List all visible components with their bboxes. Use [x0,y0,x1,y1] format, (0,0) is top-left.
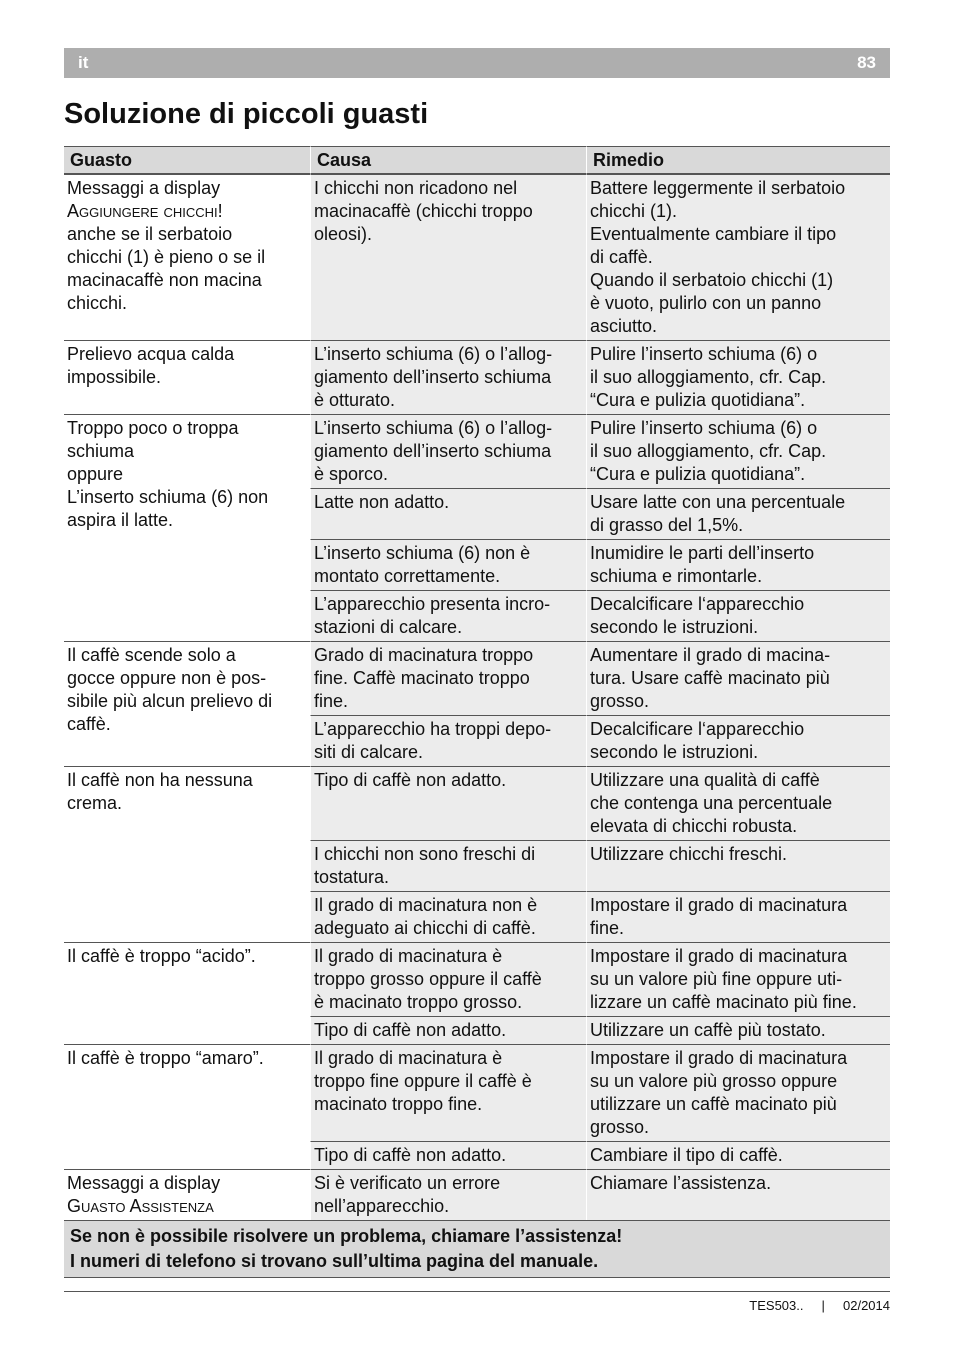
cause-cell: Il grado di macinatura non è adeguato ai chicchi di caffè. [310,891,586,942]
assistance-note [64,1220,890,1277]
cause-cell: I chicchi non sono freschi di tostatura. [310,840,586,891]
assistance-note-line-2: I numeri di telefono si trovano sull’ultima pagina del manuale. [70,1251,599,1271]
fault-cell [64,174,310,340]
remedy-cell: Pulire l’inserto schiuma (6) o il suo alloggiamento, cfr. Cap. “Cura e pulizia quotidiana”. [586,414,890,488]
fault-text: Messaggi a display [67,178,221,198]
fault-cell [64,1169,310,1220]
document-footer [749,1298,890,1313]
column-header-fault: Guasto [64,146,310,174]
fault-text: Prelievo acqua calda impossibile. [67,344,235,387]
footer-divider [64,1291,890,1292]
cause-cell: I chicchi non ricadono nel macinacaffè (chicchi troppo oleosi). [310,174,586,340]
remedy-cell: Usare latte con una percentuale di grasso del 1,5%. [586,488,890,539]
cause-cell: L’apparecchio presenta incro- stazioni di calcare. [310,590,586,641]
remedy-cell: Impostare il grado di macinatura su un valore più fine oppure uti- lizzare un caffè macinato più fine. [586,942,890,1016]
model-number: TES503.. [749,1298,804,1313]
fault-cell [64,1044,310,1169]
remedy-cell: Decalcificare l‘apparecchio secondo le istruzioni. [586,590,890,641]
cause-cell: L’inserto schiuma (6) o l’allog- giamento dell’inserto schiuma è otturato. [310,340,586,414]
remedy-cell: Cambiare il tipo di caffè. [586,1141,890,1169]
fault-text: Il caffè non ha nessuna crema. [67,770,253,813]
remedy-cell: Impostare il grado di macinatura su un valore più grosso oppure utilizzare un caffè macinato più grosso. [586,1044,890,1141]
cause-cell: Tipo di caffè non adatto. [310,1141,586,1169]
remedy-cell: Impostare il grado di macinatura fine. [586,891,890,942]
fault-text: Il caffè scende solo a gocce oppure non è pos- sibile più alcun prelievo di caffè. [67,645,273,734]
cause-cell: L’inserto schiuma (6) non è montato correttamente. [310,539,586,590]
language-code: it [78,53,89,72]
remedy-cell: Utilizzare chicchi freschi. [586,840,890,891]
document-date: 02/2014 [843,1298,890,1313]
remedy-cell: Decalcificare l‘apparecchio secondo le istruzioni. [586,715,890,766]
fault-cell [64,641,310,766]
remedy-cell: Utilizzare una qualità di caffè che contenga una percentuale elevata di chicchi robusta. [586,766,890,840]
fault-cell [64,340,310,414]
fault-text: Il caffè è troppo “acido”. [67,946,256,966]
remedy-cell: Battere leggermente il serbatoio chicchi (1). Eventualmente cambiare il tipo di caffè. Quando il serbatoio chicchi (1) è vuoto, pulirlo con un panno asciutto. [586,174,890,340]
footer-separator: | [821,1298,825,1313]
cause-cell: Il grado di macinatura è troppo grosso oppure il caffè è macinato troppo grosso. [310,942,586,1016]
remedy-cell: Utilizzare un caffè più tostato. [586,1016,890,1044]
cause-cell: Si è verificato un errore nell’apparecchio. [310,1169,586,1220]
fault-cell [64,942,310,1044]
cause-cell: L’inserto schiuma (6) o l’allog- giamento dell’inserto schiuma è sporco. [310,414,586,488]
column-header-cause: Causa [310,146,586,174]
cause-cell: Il grado di macinatura è troppo fine oppure il caffè è macinato troppo fine. [310,1044,586,1141]
cause-cell: Tipo di caffè non adatto. [310,1016,586,1044]
display-message: Guasto Assistenza [67,1196,214,1216]
remedy-cell: Aumentare il grado di macina- tura. Usare caffè macinato più grosso. [586,641,890,715]
remedy-cell: Inumidire le parti dell’inserto schiuma e rimontarle. [586,539,890,590]
fault-cell [64,414,310,641]
display-message: Aggiungere chicchi! [67,201,223,221]
column-header-remedy: Rimedio [586,146,890,174]
remedy-cell: Chiamare l’assistenza. [586,1169,890,1220]
page-number: 83 [857,53,876,72]
fault-text: Il caffè è troppo “amaro”. [67,1048,264,1068]
fault-cell [64,766,310,942]
remedy-cell: Pulire l’inserto schiuma (6) o il suo alloggiamento, cfr. Cap. “Cura e pulizia quotidiana”. [586,340,890,414]
cause-cell: L’apparecchio ha troppi depo- siti di calcare. [310,715,586,766]
fault-text: Troppo poco o troppa schiuma oppure L’inserto schiuma (6) non aspira il latte. [67,418,269,530]
page-header-bar [64,48,890,78]
cause-cell: Grado di macinatura troppo fine. Caffè macinato troppo fine. [310,641,586,715]
cause-cell: Latte non adatto. [310,488,586,539]
troubleshooting-table [64,146,890,1278]
page-title: Soluzione di piccoli guasti [64,98,429,130]
fault-text-continued: anche se il serbatoio chicchi (1) è pieno o se il macinacaffè non macina chicchi. [67,224,266,313]
cause-cell: Tipo di caffè non adatto. [310,766,586,840]
fault-text: Messaggi a display [67,1173,221,1193]
assistance-note-line-1: Se non è possibile risolvere un problema, chiamare l’assistenza! [70,1226,623,1246]
